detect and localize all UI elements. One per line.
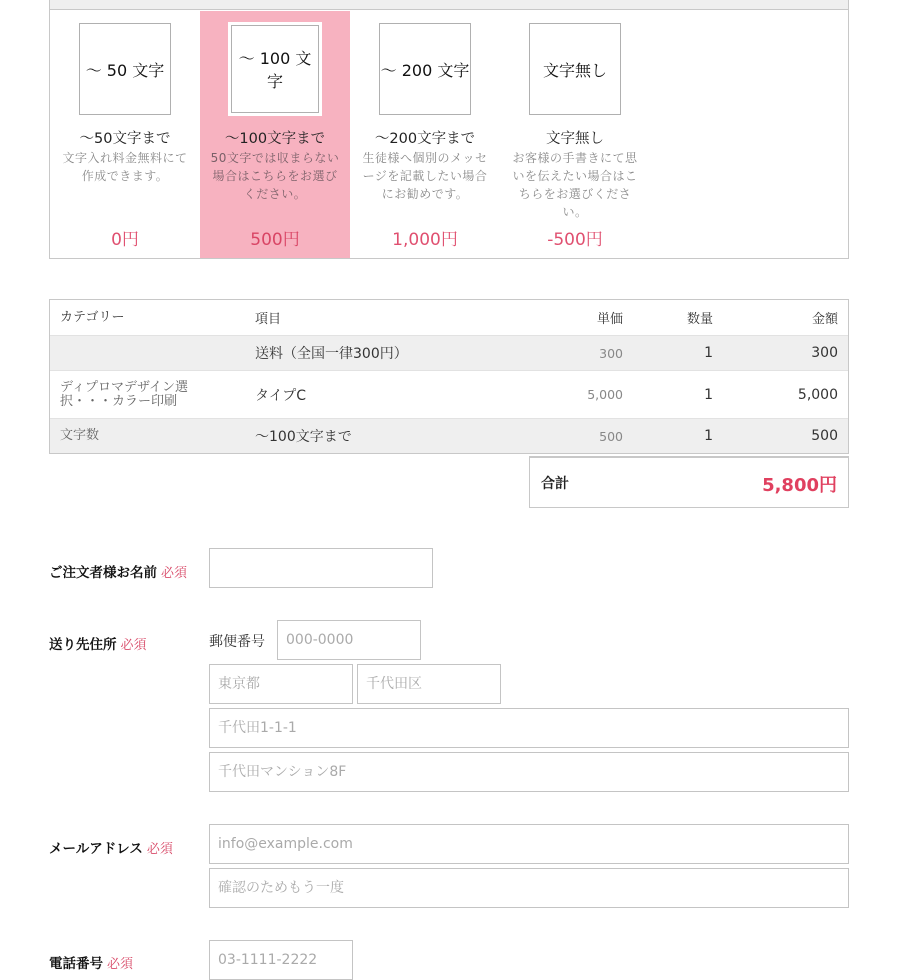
required-badge: 必須 [107, 957, 134, 972]
option-thumbnail: ～ 50 文字 [79, 23, 171, 115]
option-description: 生徒様へ個別のメッセージを記載したい場合にお勧めです。 [362, 151, 488, 201]
option-title: 文字無し [546, 131, 604, 147]
address-label-text: 送り先住所 [49, 637, 117, 653]
row-qty: 1 [704, 386, 713, 403]
option-50-chars[interactable] [50, 11, 200, 258]
row-unit-price: 300 [599, 345, 623, 361]
option-no-text[interactable] [500, 11, 650, 258]
option-title: ～50文字まで [79, 131, 171, 147]
zip-label: 郵便番号 [209, 634, 265, 650]
table-row [50, 370, 848, 418]
email-field-label [49, 837, 173, 857]
name-field-label [49, 561, 187, 581]
option-description: お客様の手書きにて思いを伝えたい場合はこちらをお選びください。 [512, 151, 638, 219]
header-amount: 金額 [811, 312, 838, 327]
header-qty: 数量 [686, 312, 713, 327]
row-unit-price: 500 [599, 428, 623, 444]
required-badge: 必須 [120, 638, 147, 653]
table-row [50, 335, 848, 370]
options-top-strip [50, 0, 848, 10]
option-title: ～100文字まで [224, 131, 326, 147]
row-amount: 500 [811, 428, 838, 444]
row-qty: 1 [704, 345, 713, 361]
address-line2-input[interactable] [209, 752, 849, 792]
option-price: 0円 [111, 230, 139, 250]
row-category: ディプロマデザイン選択・・・カラー印刷 [60, 379, 189, 409]
required-badge: 必須 [146, 842, 173, 857]
city-input[interactable] [357, 664, 501, 704]
row-category: 文字数 [60, 428, 100, 443]
character-count-options [49, 0, 849, 259]
email-input[interactable] [209, 824, 849, 864]
option-thumbnail: ～ 100 文字 [228, 22, 322, 116]
total-value: 5,800円 [762, 475, 837, 496]
order-total [529, 456, 849, 508]
email-confirm-input[interactable] [209, 868, 849, 908]
option-price: 1,000円 [392, 230, 458, 250]
option-title: ～200文字まで [374, 131, 476, 147]
option-price: -500円 [547, 230, 603, 250]
row-item: 送料（全国一律300円） [255, 346, 408, 362]
row-qty: 1 [704, 428, 713, 444]
address-field-label [49, 633, 147, 653]
header-item: 項目 [255, 312, 282, 327]
option-description: 文字入れ料金無料にて作成できます。 [62, 151, 188, 183]
row-amount: 5,000 [797, 386, 838, 403]
header-unit-price: 単価 [596, 312, 623, 327]
zip-input[interactable] [277, 620, 421, 660]
option-price: 500円 [250, 230, 300, 250]
email-label-text: メールアドレス [49, 841, 143, 857]
row-item: タイプC [255, 387, 307, 404]
phone-label-text: 電話番号 [49, 956, 103, 972]
header-category: カテゴリー [60, 309, 125, 325]
option-200-chars[interactable] [350, 11, 500, 258]
phone-input[interactable] [209, 940, 353, 980]
prefecture-input[interactable] [209, 664, 353, 704]
phone-field-label [49, 952, 133, 972]
table-header-row [50, 300, 848, 335]
address-line1-input[interactable] [209, 708, 849, 748]
required-badge: 必須 [161, 566, 188, 581]
option-thumbnail: ～ 200 文字 [379, 23, 471, 115]
option-100-chars[interactable] [200, 11, 350, 258]
name-label-text: ご注文者様お名前 [49, 565, 157, 581]
option-thumbnail: 文字無し [529, 23, 621, 115]
name-input[interactable] [209, 548, 433, 588]
order-summary-table [49, 299, 849, 454]
table-row [50, 418, 848, 453]
total-label: 合計 [541, 476, 569, 492]
row-amount: 300 [811, 345, 838, 361]
row-item: ～100文字まで [255, 429, 352, 445]
row-unit-price: 5,000 [587, 387, 623, 402]
option-description: 50文字では収まらない場合はこちらをお選びください。 [210, 151, 340, 201]
row-category [60, 336, 210, 370]
